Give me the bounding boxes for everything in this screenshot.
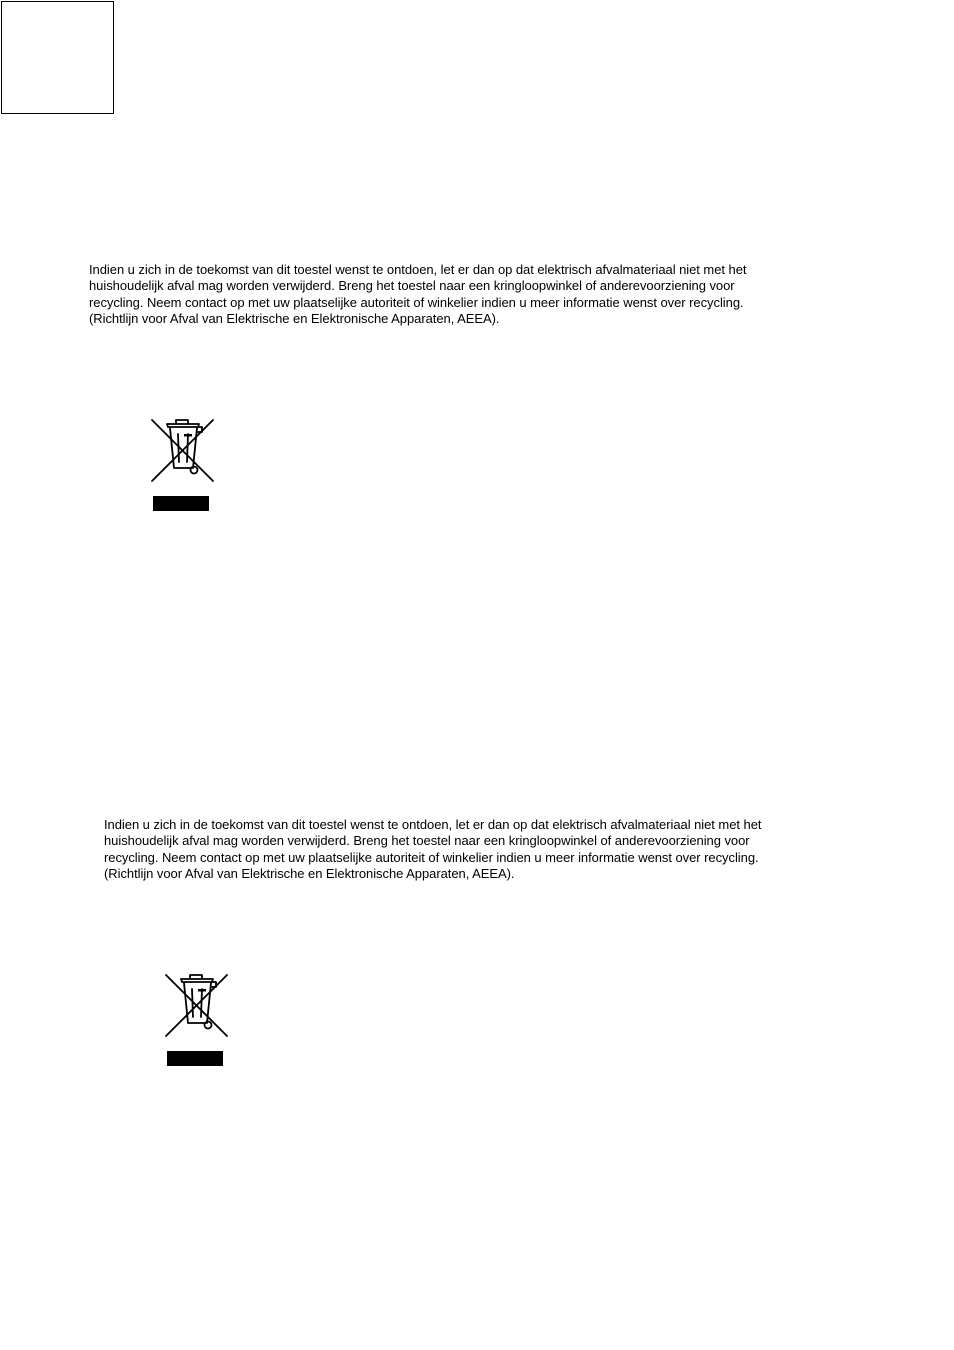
- notice-line: (Richtlijn voor Afval van Elektrische en Elektronische Apparaten, AEEA).: [89, 310, 500, 326]
- notice-line: (Richtlijn voor Afval van Elektrische en Elektronische Apparaten, AEEA).: [104, 865, 515, 881]
- weee-notice-paragraph: [104, 817, 761, 882]
- notice-line: huishoudelijk afval mag worden verwijderd. Breng het toestel naar een kringloopwinkel of anderevoorziening voor: [89, 278, 735, 294]
- corner-frame: [1, 1, 114, 114]
- crossed-out-wheelie-bin-icon: [147, 414, 217, 514]
- notice-line: Indien u zich in de toekomst van dit toestel wenst te ontdoen, let er dan op dat elektrisch afvalmateriaal niet met het: [104, 817, 762, 832]
- notice-line: Indien u zich in de toekomst van dit toestel wenst te ontdoen, let er dan op dat elektrisch afvalmateriaal niet met het: [89, 262, 747, 277]
- notice-line: recycling. Neem contact op met uw plaatselijke autoriteit of winkelier indien u meer informatie wenst over recycling.: [104, 849, 759, 865]
- weee-notice-paragraph: [89, 262, 746, 327]
- notice-line: huishoudelijk afval mag worden verwijderd. Breng het toestel naar een kringloopwinkel of anderevoorziening voor: [104, 833, 750, 849]
- crossed-out-wheelie-bin-icon: [161, 969, 231, 1069]
- notice-line: recycling. Neem contact op met uw plaatselijke autoriteit of winkelier indien u meer informatie wenst over recycling.: [89, 294, 744, 310]
